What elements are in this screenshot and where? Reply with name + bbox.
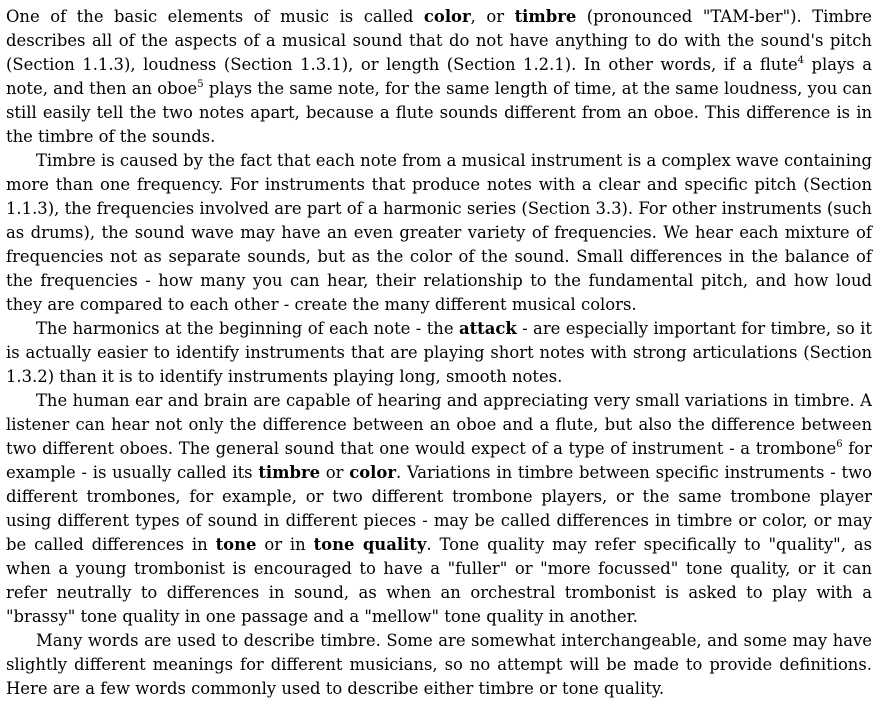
text-segment: One of the basic elements of music is called <box>6 7 424 26</box>
text-segment: - are especially important for timbre, so it is actually easier to identify instruments that are playing short notes with strong articulations (Section 1.3.2) than it is to identify instruments playing long, smooth notes. <box>6 319 872 386</box>
term-color: color <box>423 7 471 26</box>
paragraph-describing-words <box>6 629 872 701</box>
paragraph-tone-quality <box>6 389 872 629</box>
footnote-marker-4[interactable]: 4 <box>797 55 805 66</box>
term-color: color <box>349 463 396 482</box>
term-timbre: timbre <box>258 463 321 482</box>
footnote-marker-6[interactable]: 6 <box>836 439 843 450</box>
text-segment: The human ear and brain are capable of hearing and appreciating very small variations in timbre. A listener can hear not only the difference between an oboe and a flute, but also the difference between two different oboes. The general sound that one would expect of a type of instrument - a trombone <box>6 391 872 458</box>
footnote-marker-5[interactable]: 5 <box>197 79 204 90</box>
text-segment: plays the same note, for the same length of time, at the same loudness, you can still easily tell the two notes apart, because a flute sounds different from an oboe. This difference is in the timbre of the sounds. <box>6 79 873 146</box>
text-segment: , or <box>470 7 515 26</box>
term-timbre: timbre <box>514 7 577 26</box>
term-tone-quality: tone quality <box>313 535 427 554</box>
text-segment: or <box>320 463 350 482</box>
text-segment: for example - is usually called its <box>6 439 872 482</box>
text-segment: plays a note, and then an oboe <box>6 55 872 98</box>
paragraph-attack <box>6 317 872 389</box>
text-segment: Many words are used to describe timbre. Some are somewhat interchangeable, and some may have slightly different meanings for different musicians, so no attempt will be made to provide definitions. Here are a few words commonly used to describe either timbre or tone quality. <box>6 631 872 698</box>
paragraph-color-timbre <box>6 5 872 149</box>
text-segment: The harmonics at the beginning of each note - the <box>36 319 459 338</box>
term-tone: tone <box>215 535 257 554</box>
text-segment: (pronounced "TAM-ber"). Timbre describes all of the aspects of a musical sound that do not have anything to do with the sound's pitch (Section 1.1.3), loudness (Section 1.3.1), or length (Section 1.2.1). In other words, if a flute <box>6 7 872 74</box>
paragraph-timbre-cause <box>6 149 872 317</box>
text-segment: Timbre is caused by the fact that each note from a musical instrument is a complex wave containing more than one frequency. For instruments that produce notes with a clear and specific pitch (Section 1.1.3), the frequencies involved are part of a harmonic series (Section 3.3). For other instruments (such as drums), the sound wave may have an even greater variety of frequencies. We hear each mixture of frequencies not as separate sounds, but as the color of the sound. Small differences in the balance of the frequencies - how many you can hear, their relationship to the fundamental pitch, and how loud they are compared to each other - create the many different musical colors. <box>6 151 872 314</box>
text-segment: . Variations in timbre between specific instruments - two different trombones, for example, or two different trombone players, or the same trombone player using different types of sound in different pieces - may be called differences in timbre or color, or may be called differences in <box>6 463 872 554</box>
text-segment: or in <box>256 535 314 554</box>
term-attack: attack <box>458 319 517 338</box>
text-segment: . Tone quality may refer specifically to "quality", as when a young trombonist is encouraged to have a "fuller" or "more focussed" tone quality, or it can refer neutrally to differences in sound, as when an orchestral trombonist is asked to play with a "brassy" tone quality in one passage and a "mellow" tone quality in another. <box>6 535 872 626</box>
